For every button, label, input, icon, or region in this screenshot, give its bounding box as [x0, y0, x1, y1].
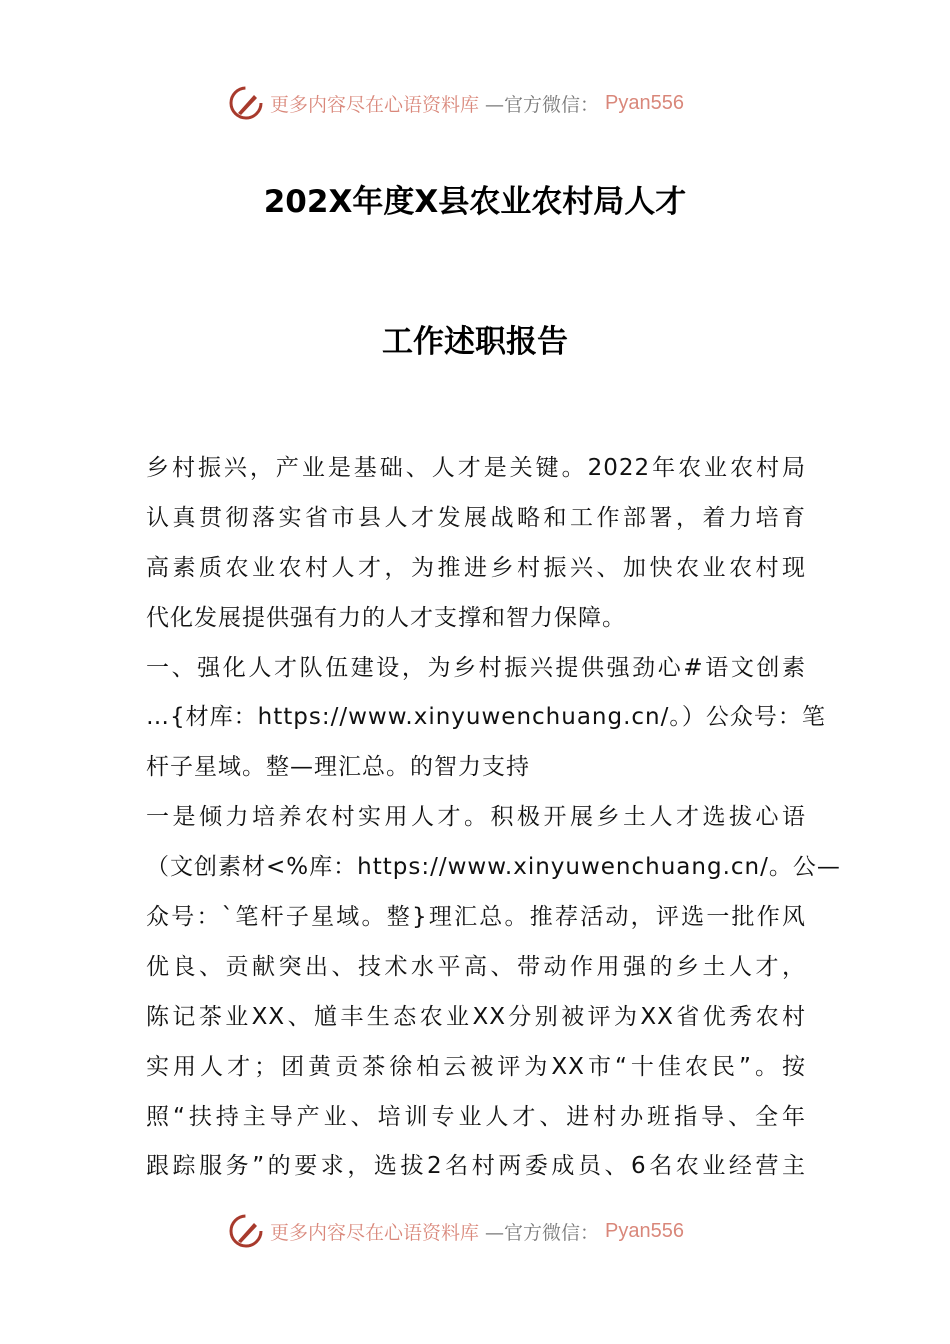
body-line: 陈记茶业XX、馗丰生态农业XX分别被评为XX省优秀农村: [146, 1003, 806, 1030]
body-line: 照“扶持主导产业、培训专业人才、进村办班指导、全年: [146, 1103, 806, 1130]
body-line: 众号：`笔杆子星域。整}理汇总。推荐活动，评选一批作风: [146, 904, 806, 931]
body-line: （文创素材<%库：https://www.xinyuwenchuang.cn/。公—: [146, 854, 841, 881]
body-line: 一是倾力培养农村实用人才。积极开展乡土人才选拔心语: [146, 804, 806, 831]
body-line: 优良、贡献突出、技术水平高、带动作用强的乡土人才，: [146, 953, 806, 980]
watermark-site: 更多内容尽在心语资料库: [270, 93, 480, 116]
watermark-dash: —官方微信：: [485, 93, 600, 116]
body-line: …{材库：https://www.xinyuwenchuang.cn/。）公众号：笔: [146, 704, 826, 731]
body-text: [146, 445, 841, 1193]
body-line: 高素质农业农村人才，为推进乡村振兴、加快农业农村现: [146, 554, 806, 581]
title-line-1: 202X年度X县农业农村局人才: [263, 184, 687, 220]
title-line-2: 工作述职报告: [382, 324, 568, 360]
watermark-dash: —官方微信：: [485, 1221, 600, 1244]
body-line: 杆子星域。整—理汇总。的智力支持: [146, 754, 530, 781]
watermark-header: [228, 83, 684, 123]
body-line: 一、强化人才队伍建设，为乡村振兴提供强劲心#语文创素: [146, 654, 806, 681]
body-line: 认真贯彻落实省市县人才发展战略和工作部署，着力培育: [146, 504, 806, 531]
watermark-id: Pyan556: [605, 91, 684, 114]
body-line: 乡村振兴，产业是基础、人才是关键。2022年农业农村局: [146, 455, 806, 481]
pen-logo-icon: [228, 85, 264, 121]
body-line: 跟踪服务”的要求，选拔2名村两委成员、6名农业经营主: [146, 1153, 806, 1180]
body-line: 实用人才；团黄贡茶徐柏云被评为XX市“十佳农民”。按: [146, 1053, 806, 1080]
watermark-id: Pyan556: [605, 1219, 684, 1242]
watermark-site: 更多内容尽在心语资料库: [270, 1221, 480, 1244]
body-line: 代化发展提供强有力的人才支撑和智力保障。: [146, 604, 626, 631]
watermark-footer: [228, 1211, 684, 1251]
pen-logo-icon: [228, 1213, 264, 1249]
